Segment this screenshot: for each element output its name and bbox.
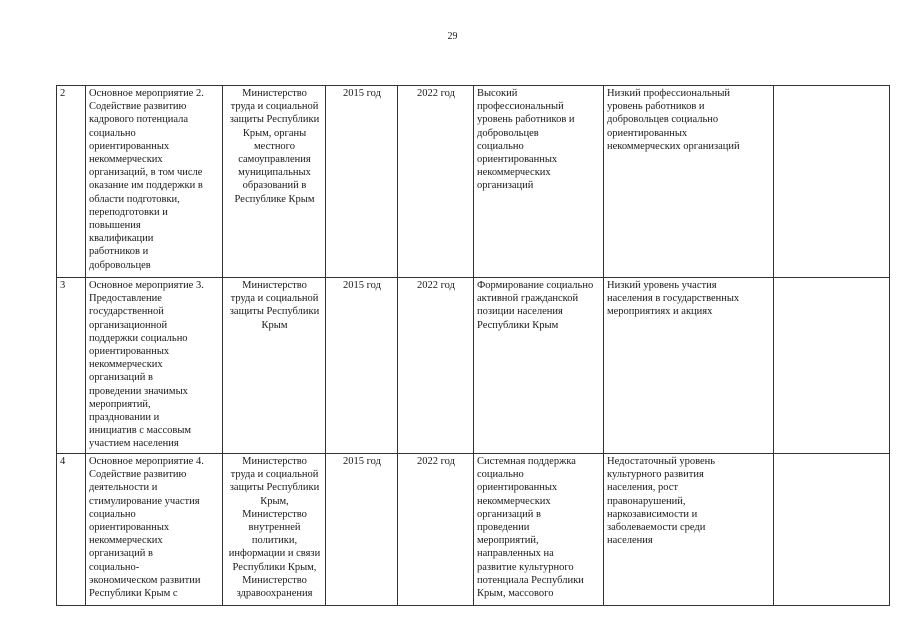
end-year-cell: 2022 год: [398, 86, 474, 278]
expected-result-text: Системная поддержка социально ориентированных некоммерческих организаций в проведении мероприятий, направленных на развитие культурного потенциала Республики Крым, массового: [477, 456, 584, 600]
activity-text: Основное мероприятие 4. Содействие развитию деятельности и стимулирование участия социально ориентированных некоммерческих организаций в социально- экономическом развитии Республики Крым с: [89, 456, 204, 600]
consequence-cell: Низкий уровень участия населения в государственных мероприятиях и акциях: [604, 278, 774, 454]
start-year-cell: 2015 год: [326, 278, 398, 454]
table-row: [57, 86, 890, 278]
expected-result-cell: [474, 454, 604, 606]
activity-cell: Основное мероприятие 2. Содействие развитию кадрового потенциала социально ориентированных некоммерческих организаций, в том числе оказание им поддержки в области подготовки, переподготовки и повышения квалификации работников и добровольцев: [86, 86, 223, 278]
start-year-cell: 2015 год: [326, 86, 398, 278]
row-number: 3: [57, 278, 86, 454]
consequence-cell: Недостаточный уровень культурного развития населения, рост правонарушений, наркозависимости и заболеваемости среди населения: [604, 454, 774, 606]
expected-result-cell: Высокий профессиональный уровень работников и добровольцев социально ориентированных некоммерческих организаций: [474, 86, 604, 278]
note-cell: [774, 86, 890, 278]
expected-result-cell: Формирование социально активной гражданской позиции населения Республики Крым: [474, 278, 604, 454]
consequence-cell: Низкий профессиональный уровень работников и добровольцев социально ориентированных некоммерческих организаций: [604, 86, 774, 278]
executor-cell: Министерство труда и социальной защиты Республики Крым, органы местного самоуправления муниципальных образований в Республике Крым: [223, 86, 326, 278]
note-cell: [774, 278, 890, 454]
program-activities-table: [56, 85, 890, 606]
row-number: 4: [57, 454, 86, 606]
activity-cell: [86, 454, 223, 606]
table-row: [57, 278, 890, 454]
table-row: [57, 454, 890, 606]
page-number: 29: [447, 31, 458, 42]
note-cell: [774, 454, 890, 606]
row-number: 2: [57, 86, 86, 278]
start-year-cell: 2015 год: [326, 454, 398, 606]
activity-cell: Основное мероприятие 3. Предоставление государственной организационной поддержки социально ориентированных некоммерческих организаций в проведении значимых мероприятий, праздновании и инициатив с массовым участием населения: [86, 278, 223, 454]
executor-text: Министерство труда и социальной защиты Республики Крым, Министерство внутренней политики, информации и связи Республики Крым, Министерство здравоохранения: [228, 456, 321, 600]
end-year-cell: 2022 год: [398, 278, 474, 454]
end-year-cell: 2022 год: [398, 454, 474, 606]
executor-cell: [223, 454, 326, 606]
executor-cell: Министерство труда и социальной защиты Республики Крым: [223, 278, 326, 454]
